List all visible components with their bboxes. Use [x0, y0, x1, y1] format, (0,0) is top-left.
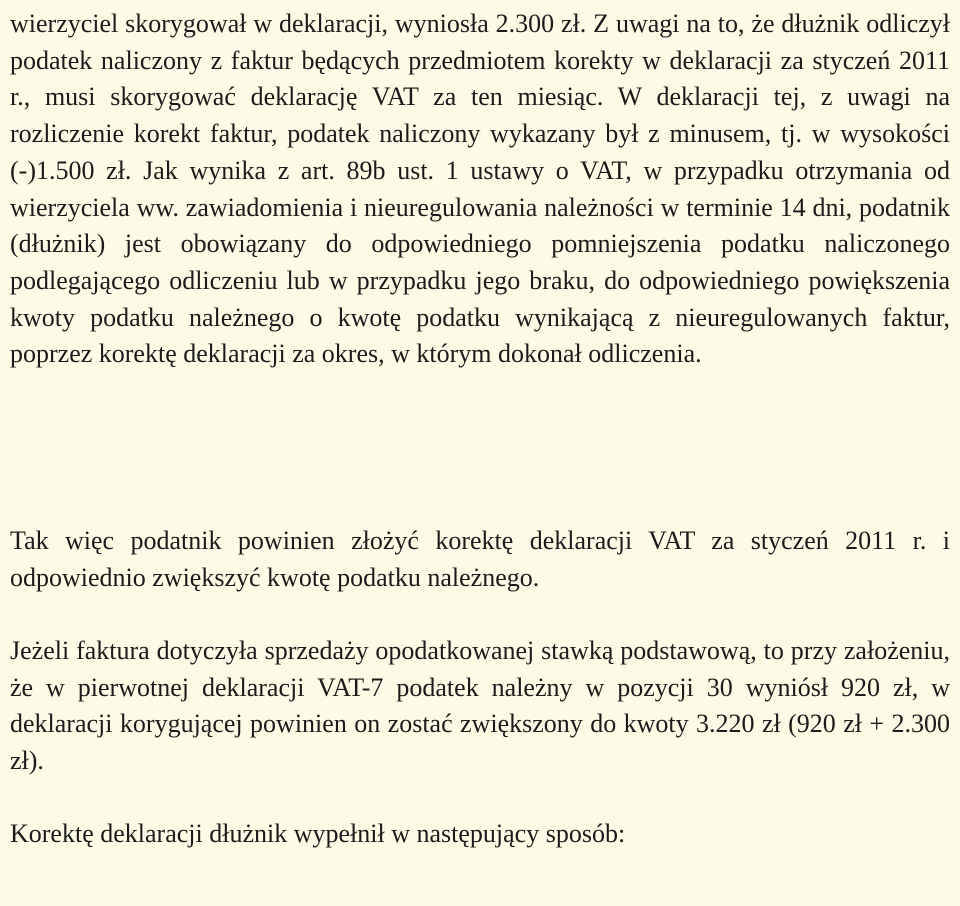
paragraph-conclusion: Tak więc podatnik powinien złożyć korektę deklaracji VAT za styczeń 2011 r. i odpowiednio zwiększyć kwotę podatku należnego. — [10, 526, 950, 592]
paragraph-debtor-correction: wierzyciel skorygował w deklaracji, wyniosła 2.300 zł. Z uwagi na to, że dłużnik odliczył podatek naliczony z faktur będących przedmiotem korekty w deklaracji za styczeń 2011 r., musi skorygować deklarację VAT za ten miesiąc. W deklaracji tej, z uwagi na rozliczenie korekt faktur, podatek naliczony wykazany był z minusem, tj. w wysokości (-)1.500 zł. Jak wynika z art. 89b ust. 1 ustawy o VAT, w przypadku otrzymania od wierzyciela ww. zawiadomienia i nieuregulowania należności w terminie 14 dni, podatnik (dłużnik) jest obowiązany do odpowiedniego pomniejszenia podatku naliczonego podlegającego odliczeniu lub w przypadku jego braku, do odpowiedniego powiększenia kwoty podatku należnego o kwotę podatku wynikającą z nieuregulowanych faktur, poprzez korektę deklaracji za okres, w którym dokonał odliczenia. — [10, 9, 950, 369]
paragraph-basic-rate-example: Jeżeli faktura dotyczyła sprzedaży opodatkowanej stawką podstawową, to przy założeniu, że w pierwotnej deklaracji VAT-7 podatek należny w pozycji 30 wyniósł 920 zł, w deklaracji korygującej powinien on zostać zwiększony do kwoty 3.220 zł (920 zł + 2.300 zł). — [10, 636, 950, 776]
paragraph-form-intro: Korektę deklaracji dłużnik wypełnił w następujący sposób: — [10, 819, 626, 848]
